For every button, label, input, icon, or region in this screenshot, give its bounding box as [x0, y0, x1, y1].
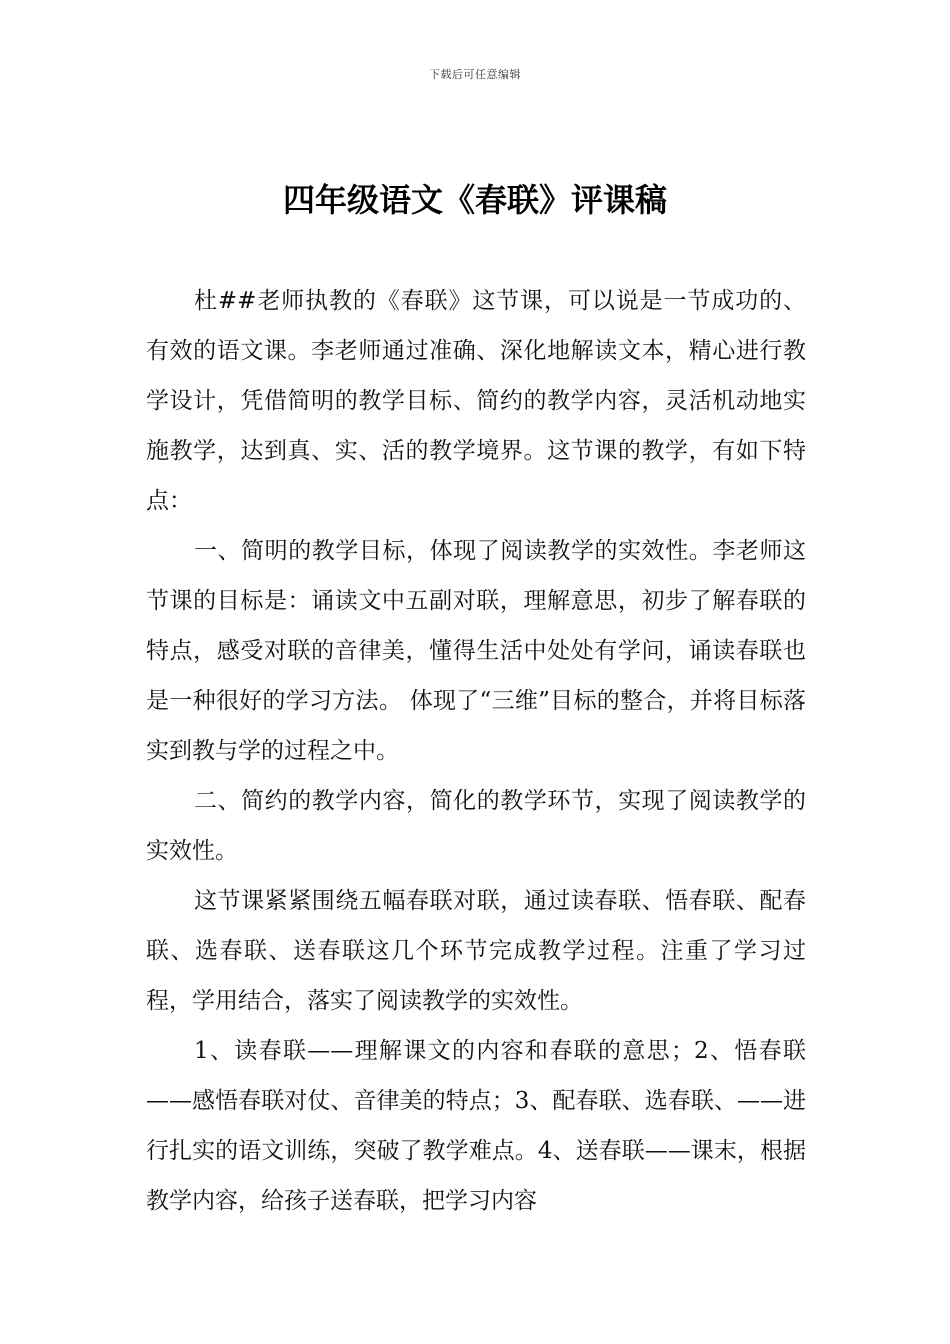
- document-title: 四年级语文《春联》评课稿: [282, 181, 667, 219]
- paragraph: 这节课紧紧围绕五幅春联对联，通过读春联、悟春联、配春联、选春联、送春联这几个环节完成教学过程。注重了学习过程，学用结合，落实了阅读教学的实效性。: [146, 888, 806, 1014]
- header-note: 下载后可任意编辑: [429, 68, 521, 81]
- document-body: [146, 276, 806, 1226]
- paragraph: 1、读春联——理解课文的内容和春联的意思；2、悟春联——感悟春联对仗、音律美的特点；3、配春联、选春联、——进行扎实的语文训练，突破了教学难点。4、送春联——课末，根据教学内容，给孩子送春联，把学习内容: [146, 1038, 806, 1214]
- paragraph: 杜##老师执教的《春联》这节课，可以说是一节成功的、有效的语文课。李老师通过准确、深化地解读文本，精心进行教学设计，凭借简明的教学目标、简约的教学内容，灵活机动地实施教学，达到真、实、活的教学境界。这节课的教学，有如下特点：: [146, 288, 806, 514]
- paragraph: 一、简明的教学目标，体现了阅读教学的实效性。李老师这节课的目标是：诵读文中五副对联，理解意思，初步了解春联的特点，感受对联的音律美，懂得生活中处处有学问，诵读春联也是一种很好的学习方法。 体现了“三维”目标的整合，并将目标落实到教与学的过程之中。: [146, 538, 806, 764]
- paragraph: 二、简约的教学内容，简化的教学环节，实现了阅读教学的实效性。: [146, 788, 806, 864]
